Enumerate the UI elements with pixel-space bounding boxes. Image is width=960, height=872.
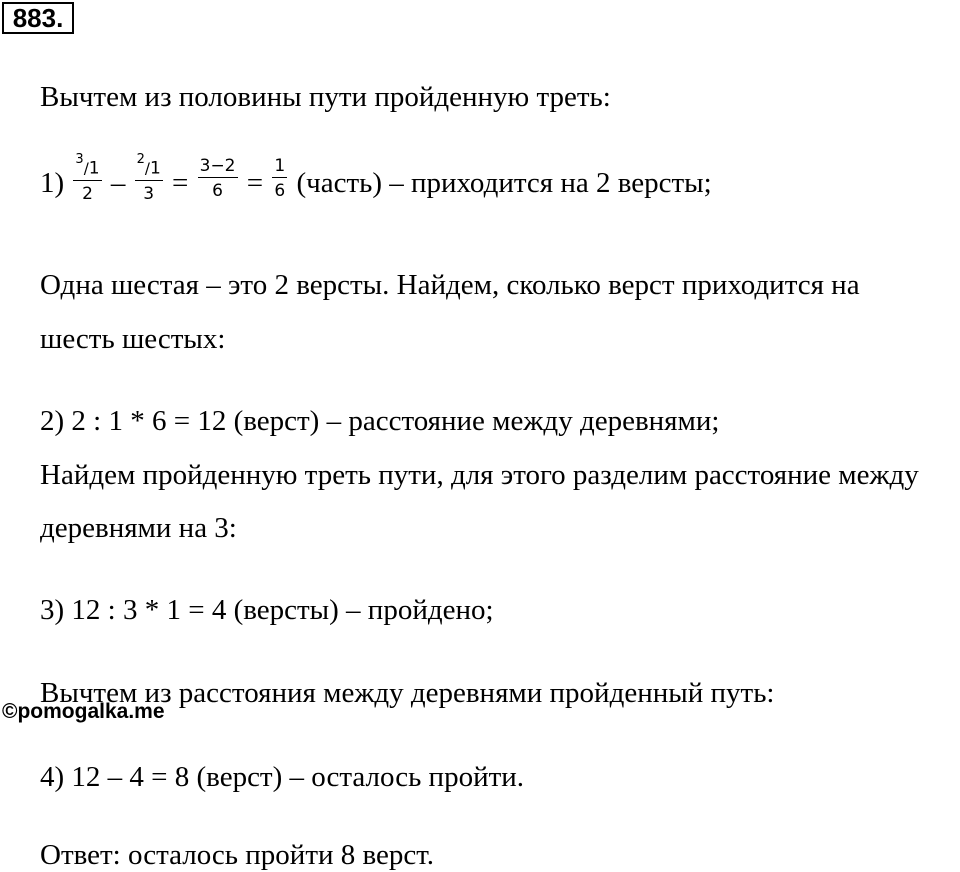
- step-3-line: 3) 12 : 3 * 1 = 4 (версты) – пройдено;: [40, 594, 494, 626]
- text-line-6: Найдем пройденную треть пути, для этого разделим расстояние между: [40, 459, 919, 491]
- equals-sign-2: =: [246, 166, 264, 199]
- text-line-9: Вычтем из расстояния между деревнями пройденный путь:: [40, 677, 775, 709]
- equals-sign-1: =: [172, 166, 189, 199]
- fraction-1-numerator: $^3$/1: [75, 152, 100, 179]
- fraction-4-denominator: 6: [274, 181, 286, 202]
- step-2-line: 2) 2 : 1 * 6 = 12 (верст) – расстояние между деревнями;: [40, 405, 720, 437]
- step-1-equation: [40, 152, 712, 208]
- fraction-1: [73, 154, 101, 204]
- step-1-suffix: (часть) – приходится на 2 версты;: [296, 166, 712, 199]
- answer-line: Ответ: осталось пройти 8 верст.: [40, 839, 435, 871]
- watermark: ©pomogalka.me: [2, 700, 165, 723]
- fraction-2: [135, 154, 163, 204]
- fraction-3-denominator: 6: [212, 181, 223, 202]
- text-line-4: шесть шестых:: [40, 323, 226, 355]
- problem-number: 883.: [2, 2, 74, 34]
- text-line-1: Вычтем из половины пути пройденную треть:: [40, 81, 611, 113]
- fraction-3-numerator: 3−2: [199, 156, 236, 177]
- text-line-3: Одна шестая – это 2 версты. Найдем, сколько верст приходится на: [40, 269, 860, 301]
- fraction-2-denominator: 3: [143, 183, 155, 204]
- minus-sign: –: [110, 166, 126, 199]
- fraction-1-denominator: 2: [82, 183, 93, 204]
- text-line-7: деревнями на 3:: [40, 512, 237, 544]
- fraction-4: [272, 156, 287, 201]
- fraction-2-numerator: $^2$/1: [136, 152, 161, 179]
- fraction-3: [198, 156, 238, 201]
- step-4-line: 4) 12 – 4 = 8 (верст) – осталось пройти.: [40, 761, 525, 793]
- fraction-4-numerator: 1: [274, 156, 286, 177]
- step-1-prefix: 1): [40, 166, 65, 199]
